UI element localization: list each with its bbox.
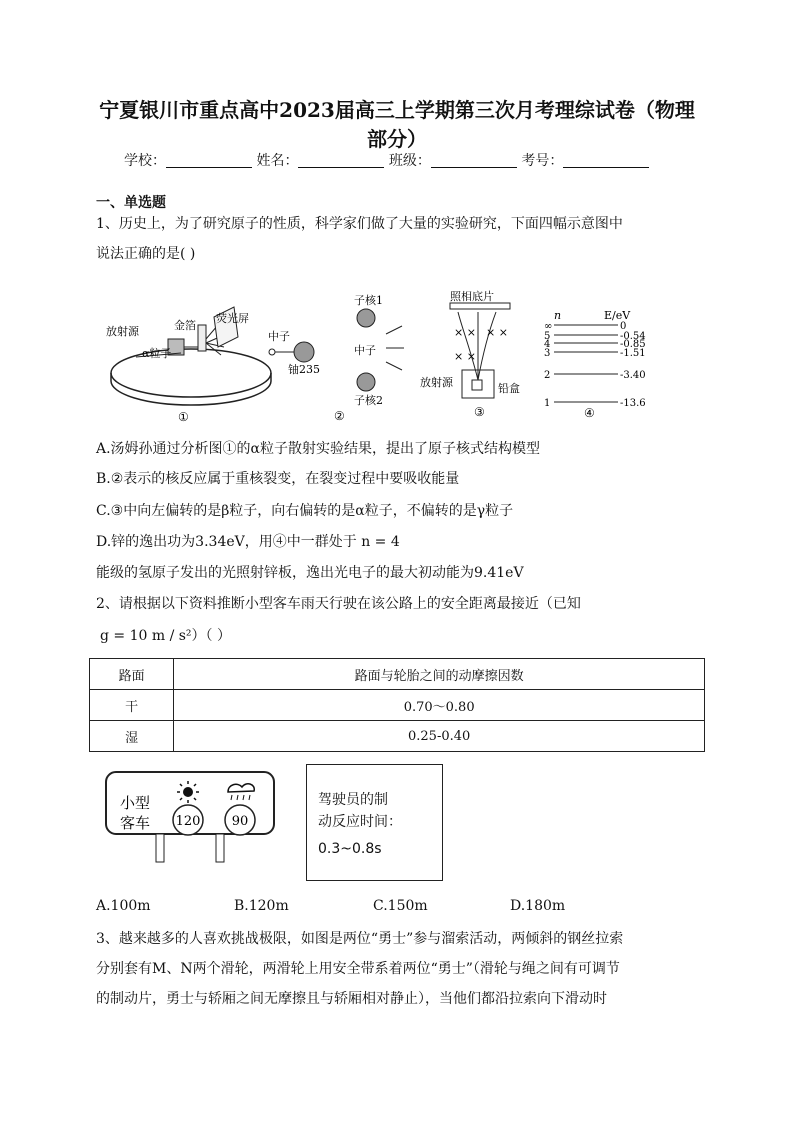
q3-line-2: 分别套有M、N两个滑轮，两滑轮上用安全带系着两位“勇士”（滑轮与绳之间有可调节 [96, 961, 620, 977]
speed-dry: 120 [175, 814, 201, 829]
alpha-label: α粒子 [142, 347, 172, 360]
emitted-neutrons [386, 326, 404, 370]
q2-option-d[interactable]: D.180m [510, 898, 566, 914]
e-axis-label: E/eV [604, 309, 631, 322]
field-marks-left: × × [454, 326, 476, 339]
q1-option-a[interactable]: A.汤姆孙通过分析图①的α粒子散射实验结果，提出了原子核式结构模型 [96, 441, 541, 457]
reaction-time-box [306, 764, 443, 881]
fig2-number: ② [334, 409, 345, 423]
neutron-dot [269, 349, 275, 355]
q2-option-a[interactable]: A.100m [96, 898, 151, 914]
figure-energy-levels [540, 305, 650, 423]
table-row [90, 721, 705, 752]
level-n-label: 2 [544, 370, 551, 381]
energy-level-group [544, 321, 646, 409]
q1-option-b[interactable]: B.②表示的核反应属于重核裂变，在裂变过程中要吸收能量 [96, 471, 460, 487]
exam-no-blank[interactable] [563, 153, 649, 168]
student-info-row [124, 150, 649, 170]
header-cell: 路面 [90, 659, 174, 690]
level-e-label: 0 [620, 321, 627, 332]
box-line-3: 0.3~0.8s [318, 841, 382, 857]
table-cell: 湿 [90, 721, 174, 752]
school-label: 学校： [124, 153, 166, 169]
field-marks-lower: × × [454, 350, 476, 363]
q1-stem-line-1: 1、历史上，为了研究原子的性质，科学家们做了大量的实验研究，下面四幅示意图中 [96, 216, 623, 232]
figure-radiation-deflection [418, 288, 530, 424]
sign-post-left [156, 834, 164, 862]
school-blank[interactable] [166, 153, 252, 168]
lead-label: 铅盒 [498, 382, 520, 395]
u235-nucleus [294, 342, 314, 362]
figure-fission [262, 290, 422, 424]
neutron-label: 中子 [268, 330, 290, 343]
fig4-number: ④ [584, 406, 595, 420]
fig3-number: ③ [474, 405, 485, 419]
name-blank[interactable] [298, 153, 384, 168]
figure-alpha-scattering [106, 295, 280, 427]
table-row [90, 690, 705, 721]
level-n-label: 5 [544, 331, 551, 342]
source-label: 放射源 [106, 325, 139, 338]
level-e-label: -0.85 [620, 339, 646, 350]
q2-option-c[interactable]: C.150m [373, 898, 428, 914]
q3-line-1: 3、越来越多的人喜欢挑战极限，如图是两位“勇士”参与溜索活动，两倾斜的钢丝拉索 [96, 931, 624, 947]
title-line-2: 部分） [367, 127, 427, 151]
fig1-number: ① [178, 410, 189, 424]
level-e-label: -13.6 [620, 398, 646, 409]
core1-label: 子核1 [354, 294, 383, 307]
n-axis-label: n [554, 309, 562, 322]
name-label: 姓名： [256, 153, 299, 169]
core1-nucleus [357, 309, 375, 327]
box-line-1: 驾驶员的制 [318, 792, 388, 808]
q2-stem-line-1: 2、请根据以下资料推断小型客车雨天行驶在该公路上的安全距离最接近（已知 [96, 596, 581, 612]
ring-base [111, 373, 271, 405]
q1-option-d-cont: 能级的氢原子发出的光照射锌板，逸出光电子的最大初动能为9.41eV [96, 565, 524, 581]
q2-option-b[interactable]: B.120m [234, 898, 289, 914]
header-cell: 路面与轮胎之间的动摩擦因数 [174, 659, 705, 690]
section-heading: 一、单选题 [96, 195, 166, 211]
level-n-label: ∞ [544, 321, 553, 332]
q2-stem-line-2: g = 10 m / s²）（ ） [100, 628, 231, 644]
photo-film [450, 303, 510, 309]
sign-post-right [216, 834, 224, 862]
speed-wet: 90 [231, 814, 249, 829]
source-core [472, 380, 482, 390]
sign-line-2: 客车 [120, 814, 151, 832]
q1-option-d[interactable]: D.锌的逸出功为3.34eV，用④中一群处于 n = 4 [96, 534, 400, 550]
level-n-label: 3 [544, 348, 551, 359]
level-e-label: -1.51 [620, 348, 646, 359]
level-e-label: -3.40 [620, 370, 646, 381]
box-line-2: 动反应时间： [318, 814, 402, 830]
source-label: 放射源 [420, 376, 453, 389]
table-header-row [90, 659, 705, 690]
film-label: 照相底片 [450, 290, 494, 303]
table-cell: 干 [90, 690, 174, 721]
class-blank[interactable] [431, 153, 517, 168]
page-title [90, 96, 704, 154]
q1-option-c[interactable]: C.③中向左偏转的是β粒子，向右偏转的是α粒子，不偏转的是γ粒子 [96, 503, 514, 519]
core2-label: 子核2 [354, 394, 383, 407]
table-cell: 0.25-0.40 [174, 721, 705, 752]
level-n-label: 4 [544, 339, 551, 350]
scattering-ring [111, 349, 271, 397]
table-cell: 0.70～0.80 [174, 690, 705, 721]
gold-foil [198, 325, 206, 351]
core2-nucleus [357, 373, 375, 391]
friction-table [89, 658, 705, 752]
sign-line-1: 小型 [120, 794, 151, 812]
foil-label: 金箔 [174, 319, 196, 332]
class-label: 班级： [388, 153, 431, 169]
u235-label: 铀235 [288, 363, 320, 376]
field-marks-right: × × [486, 326, 508, 339]
q3-line-3: 的制动片，勇士与轿厢之间无摩擦且与轿厢相对静止），当他们都沿拉索向下滑动时 [96, 991, 607, 1007]
title-line-1: 宁夏银川市重点高中2023届高三上学期第三次月考理综试卷（物理 [99, 98, 695, 122]
level-e-label: -0.54 [620, 331, 646, 342]
neutron2-label: 中子 [354, 344, 376, 357]
level-n-label: 1 [544, 398, 551, 409]
screen-label: 荧光屏 [216, 312, 249, 325]
q1-stem-line-2: 说法正确的是( ) [96, 246, 196, 262]
exam-no-label: 考号： [521, 153, 564, 169]
speed-limit-sign [104, 770, 278, 866]
